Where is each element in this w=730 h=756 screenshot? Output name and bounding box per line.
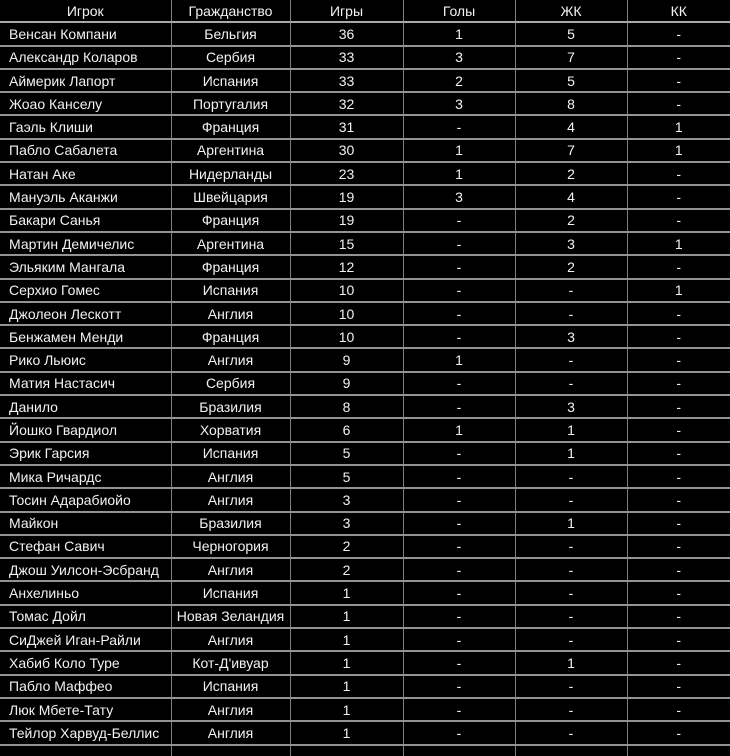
- table-row: [0, 139, 730, 162]
- cell-nationality: Аргентина: [171, 232, 290, 255]
- cell-goals: -: [403, 605, 515, 628]
- cell-red-cards: -: [627, 302, 730, 325]
- cell-player: Александр Коларов: [0, 46, 171, 69]
- cell-red-cards: -: [627, 185, 730, 208]
- cell-red-cards: -: [627, 581, 730, 604]
- cell-red-cards: -: [627, 628, 730, 651]
- cell-yellow-cards: 5: [515, 22, 627, 45]
- table-row: [0, 535, 730, 558]
- cell-nationality: Новая Зеландия: [171, 605, 290, 628]
- cell-yellow-cards: -: [515, 465, 627, 488]
- cell-games: 31: [290, 115, 403, 138]
- cell-red-cards: -: [627, 162, 730, 185]
- cell-games: 10: [290, 325, 403, 348]
- cell-yellow-cards: 3: [515, 232, 627, 255]
- cell-red-cards: -: [627, 605, 730, 628]
- cell-goals: -: [403, 395, 515, 418]
- cell-player: Данило: [0, 395, 171, 418]
- cell-nationality: Бразилия: [171, 395, 290, 418]
- cell-games: 8: [290, 395, 403, 418]
- cell-red-cards: -: [627, 372, 730, 395]
- cell-games: 19: [290, 185, 403, 208]
- cell-nationality: Хорватия: [171, 418, 290, 441]
- cell-yellow-cards: 2: [515, 209, 627, 232]
- cell-red-cards: 1: [627, 279, 730, 302]
- cell-nationality: Испания: [171, 279, 290, 302]
- cell-yellow-cards: 5: [515, 69, 627, 92]
- cell-yellow-cards: 7: [515, 139, 627, 162]
- cell-goals: -: [403, 488, 515, 511]
- cell-red-cards: -: [627, 418, 730, 441]
- cell-nationality: Испания: [171, 69, 290, 92]
- table-row: [0, 348, 730, 371]
- cell-red-cards: 1: [627, 232, 730, 255]
- cell-nationality: Бразилия: [171, 512, 290, 535]
- table-row: [0, 675, 730, 698]
- cell-nationality: Англия: [171, 558, 290, 581]
- cell-goals: 1: [403, 418, 515, 441]
- cell-goals: -: [403, 721, 515, 744]
- cell-nationality: Англия: [171, 302, 290, 325]
- table-row: [0, 279, 730, 302]
- cell-games: 5: [290, 442, 403, 465]
- table-row: [0, 22, 730, 45]
- column-header-nationality: Гражданство: [171, 0, 290, 22]
- table-row: [0, 628, 730, 651]
- cell-games: 3: [290, 512, 403, 535]
- cell-red-cards: -: [627, 442, 730, 465]
- cell-goals: 3: [403, 46, 515, 69]
- cell-player: Мика Ричардс: [0, 465, 171, 488]
- cell-yellow-cards: 2: [515, 162, 627, 185]
- cell-goals: -: [403, 442, 515, 465]
- cell-goals: 3: [403, 185, 515, 208]
- table-row: [0, 69, 730, 92]
- cell-red-cards: -: [627, 46, 730, 69]
- cell-red-cards: -: [627, 698, 730, 721]
- cell-goals: -: [403, 255, 515, 278]
- cell-yellow-cards: -: [515, 698, 627, 721]
- table-row: [0, 698, 730, 721]
- table-row: [0, 558, 730, 581]
- table-row: [0, 162, 730, 185]
- cell-red-cards: -: [627, 512, 730, 535]
- cell-goals: -: [403, 675, 515, 698]
- cell-yellow-cards: -: [515, 348, 627, 371]
- cell-nationality: Испания: [171, 442, 290, 465]
- table-row: [0, 185, 730, 208]
- cell-yellow-cards: -: [515, 558, 627, 581]
- cell-nationality: Англия: [171, 698, 290, 721]
- cell-nationality: Франция: [171, 115, 290, 138]
- cell-player: Эрик Гарсия: [0, 442, 171, 465]
- table-row: [0, 418, 730, 441]
- cell-red-cards: -: [627, 558, 730, 581]
- column-header-goals: Голы: [403, 0, 515, 22]
- cell-games: 33: [290, 46, 403, 69]
- table-row: [0, 232, 730, 255]
- cell-games: 2: [290, 558, 403, 581]
- cell-games: 1: [290, 721, 403, 744]
- cell-player-empty: [0, 745, 171, 756]
- cell-yellow-cards: -: [515, 488, 627, 511]
- cell-red-cards: -: [627, 209, 730, 232]
- header-row: [0, 0, 730, 22]
- partial-empty-row: [0, 745, 730, 756]
- cell-red-cards: -: [627, 721, 730, 744]
- cell-nationality: Черногория: [171, 535, 290, 558]
- cell-red-cards-empty: [627, 745, 730, 756]
- cell-red-cards: -: [627, 488, 730, 511]
- cell-yellow-cards: 8: [515, 92, 627, 115]
- cell-goals: -: [403, 628, 515, 651]
- cell-player: Мануэль Аканжи: [0, 185, 171, 208]
- cell-player: СиДжей Иган-Райли: [0, 628, 171, 651]
- cell-red-cards: -: [627, 535, 730, 558]
- cell-nationality: Англия: [171, 628, 290, 651]
- table-row: [0, 115, 730, 138]
- cell-nationality: Швейцария: [171, 185, 290, 208]
- cell-red-cards: -: [627, 22, 730, 45]
- cell-games: 6: [290, 418, 403, 441]
- cell-nationality: Испания: [171, 581, 290, 604]
- cell-nationality: Франция: [171, 255, 290, 278]
- cell-games: 1: [290, 651, 403, 674]
- cell-goals: -: [403, 465, 515, 488]
- cell-red-cards: 1: [627, 115, 730, 138]
- cell-games: 1: [290, 698, 403, 721]
- cell-games: 12: [290, 255, 403, 278]
- cell-player: Джош Уилсон-Эсбранд: [0, 558, 171, 581]
- cell-yellow-cards: 1: [515, 418, 627, 441]
- cell-goals: -: [403, 698, 515, 721]
- cell-games: 19: [290, 209, 403, 232]
- cell-player: Майкон: [0, 512, 171, 535]
- cell-player: Стефан Савич: [0, 535, 171, 558]
- cell-player: Бенжамен Менди: [0, 325, 171, 348]
- cell-games: 15: [290, 232, 403, 255]
- cell-player: Серхио Гомес: [0, 279, 171, 302]
- cell-nationality: Испания: [171, 675, 290, 698]
- column-header-red-cards: КК: [627, 0, 730, 22]
- cell-games: 5: [290, 465, 403, 488]
- cell-yellow-cards: -: [515, 279, 627, 302]
- cell-player: Пабло Маффео: [0, 675, 171, 698]
- cell-games: 1: [290, 605, 403, 628]
- cell-yellow-cards: -: [515, 372, 627, 395]
- cell-red-cards: -: [627, 348, 730, 371]
- cell-goals: -: [403, 209, 515, 232]
- cell-player: Джолеон Лескотт: [0, 302, 171, 325]
- cell-red-cards: -: [627, 69, 730, 92]
- cell-player: Натан Аке: [0, 162, 171, 185]
- cell-player: Жоао Канселу: [0, 92, 171, 115]
- cell-player: Матия Настасич: [0, 372, 171, 395]
- cell-goals: -: [403, 581, 515, 604]
- cell-nationality: Франция: [171, 325, 290, 348]
- cell-yellow-cards: -: [515, 302, 627, 325]
- cell-goals: -: [403, 325, 515, 348]
- cell-nationality: Бельгия: [171, 22, 290, 45]
- cell-games: 30: [290, 139, 403, 162]
- cell-nationality: Кот-Д'ивуар: [171, 651, 290, 674]
- cell-yellow-cards: 1: [515, 651, 627, 674]
- cell-goals: 2: [403, 69, 515, 92]
- cell-red-cards: -: [627, 255, 730, 278]
- cell-yellow-cards: 1: [515, 442, 627, 465]
- cell-games: 9: [290, 348, 403, 371]
- cell-games: 1: [290, 581, 403, 604]
- cell-goals: 1: [403, 162, 515, 185]
- cell-goals: 3: [403, 92, 515, 115]
- cell-games: 36: [290, 22, 403, 45]
- table-row: [0, 605, 730, 628]
- cell-player: Рико Льюис: [0, 348, 171, 371]
- table-row: [0, 442, 730, 465]
- cell-yellow-cards: -: [515, 628, 627, 651]
- cell-goals: -: [403, 651, 515, 674]
- cell-yellow-cards: 3: [515, 395, 627, 418]
- cell-yellow-cards: 2: [515, 255, 627, 278]
- cell-goals: 1: [403, 22, 515, 45]
- table-row: [0, 395, 730, 418]
- cell-nationality: Англия: [171, 465, 290, 488]
- cell-player: Анхелиньо: [0, 581, 171, 604]
- cell-nationality: Нидерланды: [171, 162, 290, 185]
- cell-yellow-cards-empty: [515, 745, 627, 756]
- cell-games: 33: [290, 69, 403, 92]
- cell-games: 9: [290, 372, 403, 395]
- cell-games: 1: [290, 675, 403, 698]
- cell-games: 10: [290, 279, 403, 302]
- cell-player: Хабиб Коло Туре: [0, 651, 171, 674]
- cell-goals: -: [403, 558, 515, 581]
- cell-yellow-cards: -: [515, 581, 627, 604]
- cell-red-cards: -: [627, 92, 730, 115]
- table-row: [0, 46, 730, 69]
- cell-player: Мартин Демичелис: [0, 232, 171, 255]
- cell-nationality: Сербия: [171, 46, 290, 69]
- table-row: [0, 488, 730, 511]
- cell-player: Эльяким Мангала: [0, 255, 171, 278]
- cell-player: Бакари Санья: [0, 209, 171, 232]
- cell-yellow-cards: -: [515, 721, 627, 744]
- cell-games: 3: [290, 488, 403, 511]
- table-row: [0, 255, 730, 278]
- cell-nationality: Сербия: [171, 372, 290, 395]
- table-row: [0, 92, 730, 115]
- table-row: [0, 651, 730, 674]
- cell-yellow-cards: 7: [515, 46, 627, 69]
- table-row: [0, 581, 730, 604]
- cell-goals: -: [403, 372, 515, 395]
- table-row: [0, 325, 730, 348]
- cell-player: Аймерик Лапорт: [0, 69, 171, 92]
- cell-games: 10: [290, 302, 403, 325]
- table-row: [0, 512, 730, 535]
- cell-goals: 1: [403, 139, 515, 162]
- cell-nationality: Франция: [171, 209, 290, 232]
- cell-red-cards: -: [627, 325, 730, 348]
- cell-games-empty: [290, 745, 403, 756]
- cell-yellow-cards: 4: [515, 185, 627, 208]
- table-row: [0, 465, 730, 488]
- cell-games: 2: [290, 535, 403, 558]
- cell-nationality: Англия: [171, 488, 290, 511]
- cell-yellow-cards: -: [515, 605, 627, 628]
- cell-nationality-empty: [171, 745, 290, 756]
- cell-player: Венсан Компани: [0, 22, 171, 45]
- cell-red-cards: 1: [627, 139, 730, 162]
- cell-player: Томас Дойл: [0, 605, 171, 628]
- cell-nationality: Англия: [171, 721, 290, 744]
- cell-goals-empty: [403, 745, 515, 756]
- cell-games: 1: [290, 628, 403, 651]
- cell-goals: 1: [403, 348, 515, 371]
- cell-nationality: Аргентина: [171, 139, 290, 162]
- cell-nationality: Португалия: [171, 92, 290, 115]
- cell-games: 23: [290, 162, 403, 185]
- cell-games: 32: [290, 92, 403, 115]
- cell-player: Гаэль Клиши: [0, 115, 171, 138]
- column-header-yellow-cards: ЖК: [515, 0, 627, 22]
- cell-yellow-cards: 1: [515, 512, 627, 535]
- cell-yellow-cards: 3: [515, 325, 627, 348]
- cell-goals: -: [403, 279, 515, 302]
- table-row: [0, 209, 730, 232]
- table-row: [0, 721, 730, 744]
- cell-goals: -: [403, 115, 515, 138]
- cell-yellow-cards: -: [515, 535, 627, 558]
- cell-red-cards: -: [627, 651, 730, 674]
- cell-red-cards: -: [627, 465, 730, 488]
- column-header-player: Игрок: [0, 0, 171, 22]
- cell-red-cards: -: [627, 395, 730, 418]
- cell-player: Йошко Гвардиол: [0, 418, 171, 441]
- table-body: [0, 22, 730, 756]
- cell-yellow-cards: -: [515, 675, 627, 698]
- table-row: [0, 372, 730, 395]
- cell-goals: -: [403, 302, 515, 325]
- cell-goals: -: [403, 535, 515, 558]
- cell-player: Тосин Адарабиойо: [0, 488, 171, 511]
- cell-yellow-cards: 4: [515, 115, 627, 138]
- cell-nationality: Англия: [171, 348, 290, 371]
- cell-player: Тейлор Харвуд-Беллис: [0, 721, 171, 744]
- table-row: [0, 302, 730, 325]
- cell-player: Люк Мбете-Тату: [0, 698, 171, 721]
- cell-player: Пабло Сабалета: [0, 139, 171, 162]
- cell-goals: -: [403, 512, 515, 535]
- cell-red-cards: -: [627, 675, 730, 698]
- cell-goals: -: [403, 232, 515, 255]
- column-header-games: Игры: [290, 0, 403, 22]
